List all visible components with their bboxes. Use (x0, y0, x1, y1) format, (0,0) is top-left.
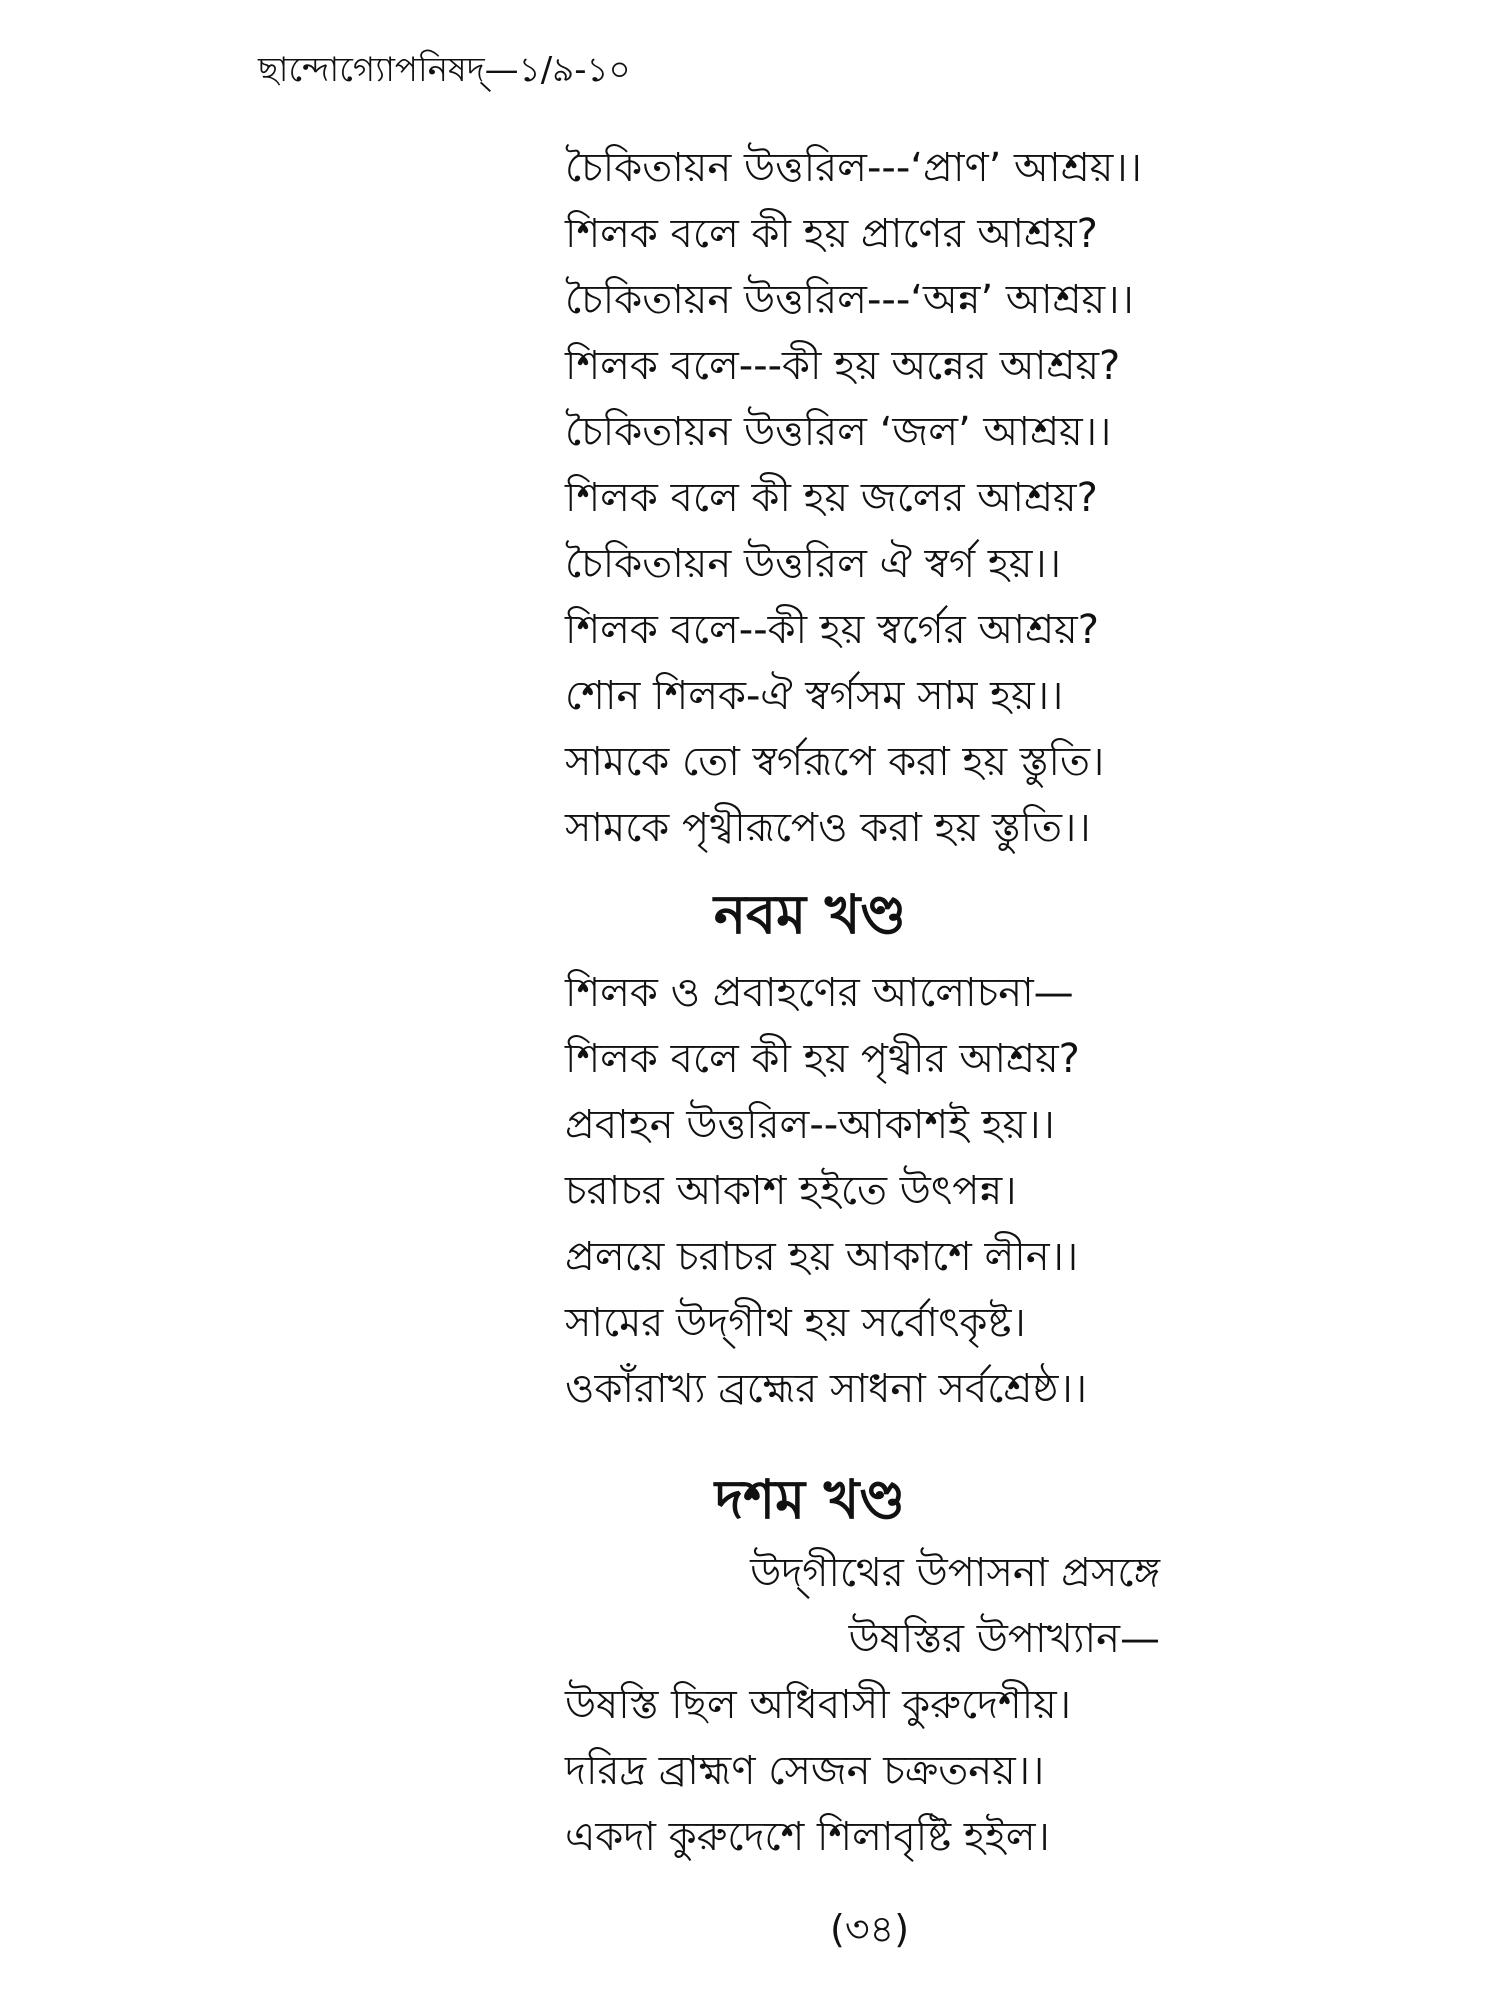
verse-block-section9 (565, 960, 1285, 1422)
verse-line: সামকে পৃথ্বীরূপেও করা হয় স্তুতি।। (565, 805, 1091, 851)
verse-line: প্রলয়ে চরাচর হয় আকাশে লীন।। (565, 1234, 1079, 1280)
verse-line: চৈকিতায়ন উত্তরিল---‘অন্ন’ আশ্রয়।। (565, 277, 1134, 323)
verse-line: চৈকিতায়ন উত্তরিল ‘জল’ আশ্রয়।। (565, 409, 1112, 455)
verse-line: শিলক বলে কী হয় জলের আশ্রয়? (565, 475, 1098, 521)
running-head: ছান্দোগ্যোপনিষদ্‌—১/৯-১০ (258, 50, 631, 90)
intro-line: উষস্তির উপাখ্যান— (848, 1616, 1160, 1662)
verse-line: শিলক ও প্রবাহণের আলোচনা— (565, 970, 1074, 1016)
intro-line: উদ্‌গীথের উপাসনা প্রসঙ্গে (750, 1550, 1160, 1596)
verse-line: চৈকিতায়ন উত্তরিল---‘প্রাণ’ আশ্রয়।। (565, 145, 1142, 191)
verse-line: ওকাঁরাখ্য ব্রহ্মের সাধনা সর্বশ্রেষ্ঠ।। (565, 1366, 1088, 1412)
section9-heading: নবম খণ্ড (713, 883, 907, 946)
verse-line: চৈকিতায়ন উত্তরিল ঐ স্বর্গ হয়।। (565, 541, 1062, 587)
page-number: (৩৪) (830, 1907, 910, 1951)
verse-line: শিলক বলে কী হয় প্রাণের আশ্রয়? (565, 211, 1098, 257)
verse-line: শিলক বলে কী হয় পৃথ্বীর আশ্রয়? (565, 1036, 1080, 1082)
verse-line: প্রবাহন উত্তরিল--আকাশই হয়।। (565, 1102, 1055, 1148)
verse-line: সামের উদ্‌গীথ হয় সর্বোৎকৃষ্ট। (565, 1300, 1026, 1346)
verse-line: চরাচর আকাশ হইতে উৎপন্ন। (565, 1168, 1017, 1214)
verse-line: উষস্তি ছিল অধিবাসী কুরুদেশীয়। (565, 1682, 1072, 1728)
verse-block-section10 (565, 1672, 1285, 1870)
section10-heading: দশম খণ্ড (714, 1468, 906, 1531)
verse-line: শিলক বলে---কী হয় অন্নের আশ্রয়? (565, 343, 1121, 389)
section10-intro (560, 1540, 1160, 1672)
verse-line: শিলক বলে--কী হয় স্বর্গের আশ্রয়? (565, 607, 1099, 653)
verse-line: দরিদ্র ব্রাহ্মণ সেজন চক্রতনয়।। (565, 1748, 1045, 1794)
verse-line: একদা কুরুদেশে শিলাবৃষ্টি হইল। (565, 1814, 1050, 1860)
verse-line: সামকে তো স্বর্গরূপে করা হয় স্তুতি। (565, 739, 1105, 785)
verse-line: শোন শিলক-ঐ স্বর্গসম সাম হয়।। (565, 673, 1064, 719)
verse-block-section8-end (565, 135, 1285, 861)
